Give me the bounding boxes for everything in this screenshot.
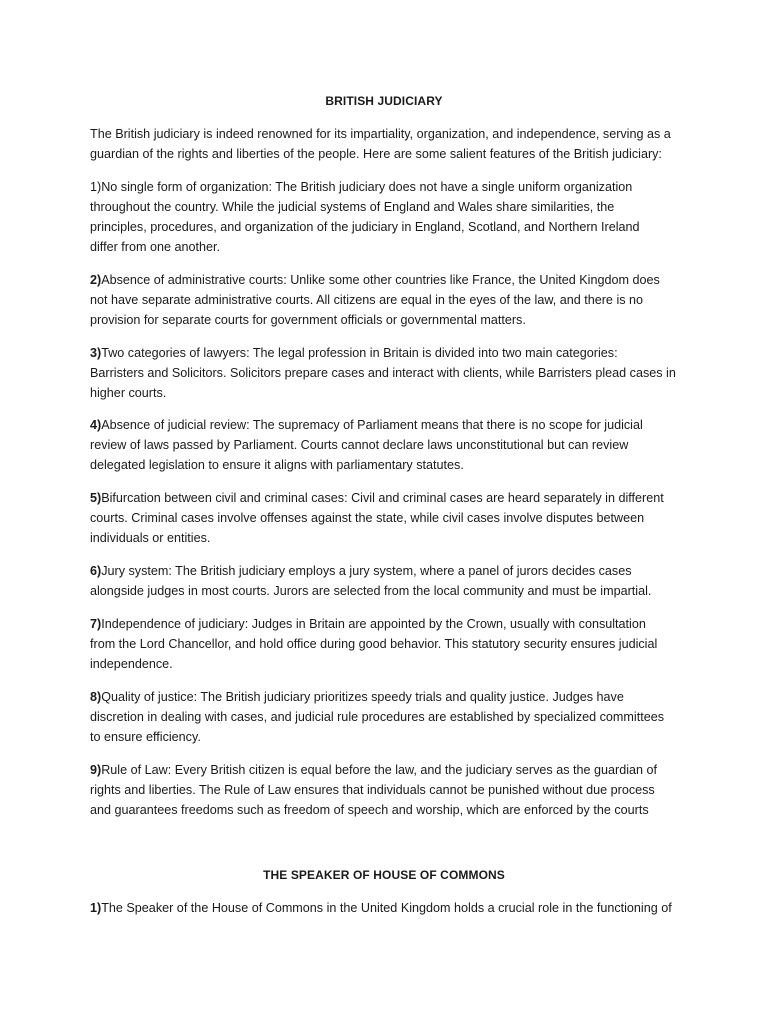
paragraph-line: higher courts. [90, 386, 167, 400]
item-number: 1) [90, 180, 102, 194]
paragraph-line: individuals or entities. [90, 531, 211, 545]
list-item-9 [90, 760, 690, 820]
item-number: 7) [90, 617, 102, 631]
paragraph-line: Bifurcation between civil and criminal cases: Civil and criminal cases are heard separately in different [101, 491, 664, 505]
item-number: 3) [90, 346, 102, 360]
paragraph-line: Barristers and Solicitors. Solicitors prepare cases and interact with clients, while Barristers plead cases in [90, 366, 676, 380]
item-number: 6) [90, 564, 102, 578]
item-number: 8) [90, 690, 102, 704]
paragraph-line: No single form of organization: The British judiciary does not have a single uniform organization [101, 180, 633, 194]
section-title-british-judiciary: BRITISH JUDICIARY [325, 94, 443, 108]
paragraph-line: Two categories of lawyers: The legal profession in Britain is divided into two main categories: [101, 346, 618, 360]
paragraph-line: not have separate administrative courts. All citizens are equal in the eyes of the law, and there is no [90, 293, 644, 307]
paragraph-line: Absence of administrative courts: Unlike some other countries like France, the United Kingdom does [101, 273, 660, 287]
paragraph-line: from the Lord Chancellor, and hold office during good behavior. This statutory security ensures judicial [90, 637, 658, 651]
item-number: 9) [90, 763, 102, 777]
paragraph-line: independence. [90, 657, 173, 671]
item-number: 5) [90, 491, 102, 505]
list-item-4 [90, 415, 690, 475]
section2-list-item-1 [90, 898, 690, 918]
list-item-1 [90, 177, 690, 257]
paragraph-line: differ from one another. [90, 240, 220, 254]
paragraph-line: rights and liberties. The Rule of Law ensures that individuals cannot be punished without due process [90, 783, 655, 797]
paragraph-line: Rule of Law: Every British citizen is equal before the law, and the judiciary serves as the guardian of [101, 763, 658, 777]
list-item-2 [90, 270, 690, 330]
paragraph-line: to ensure efficiency. [90, 730, 201, 744]
item-number: 1) [90, 901, 102, 915]
paragraph-line: The Speaker of the House of Commons in the United Kingdom holds a crucial role in the functioning of [101, 901, 672, 915]
list-item-7 [90, 614, 690, 674]
paragraph-line: Jury system: The British judiciary employs a jury system, where a panel of jurors decides cases [101, 564, 632, 578]
paragraph-line: provision for separate courts for government officials or governmental matters. [90, 313, 526, 327]
paragraph-line: throughout the country. While the judicial systems of England and Wales share similarities, the [90, 200, 615, 214]
paragraph-line: discretion in dealing with cases, and judicial rule procedures are established by specialized committees [90, 710, 665, 724]
paragraph-line: delegated legislation to ensure it aligns with parliamentary statutes. [90, 458, 464, 472]
paragraph-line: courts. Criminal cases involve offenses against the state, while civil cases involve disputes between [90, 511, 645, 525]
item-number: 4) [90, 418, 102, 432]
list-item-3 [90, 343, 690, 403]
paragraph-line: Quality of justice: The British judiciary prioritizes speedy trials and quality justice. Judges have [101, 690, 624, 704]
list-item-8 [90, 687, 690, 747]
intro-paragraph [90, 124, 690, 164]
item-number: 2) [90, 273, 102, 287]
paragraph-line: principles, procedures, and organization of the judiciary in England, Scotland, and Northern Ireland [90, 220, 640, 234]
list-item-6 [90, 561, 690, 601]
list-item-5 [90, 488, 690, 548]
paragraph-line: The British judiciary is indeed renowned for its impartiality, organization, and independence, serving as a [90, 127, 671, 141]
section-title-speaker: THE SPEAKER OF HOUSE OF COMMONS [263, 868, 505, 882]
paragraph-line: Independence of judiciary: Judges in Britain are appointed by the Crown, usually with consultation [101, 617, 646, 631]
paragraph-line: Absence of judicial review: The supremacy of Parliament means that there is no scope for judicial [101, 418, 643, 432]
paragraph-line: alongside judges in most courts. Jurors are selected from the local community and must be impartial. [90, 584, 652, 598]
paragraph-line: guardian of the rights and liberties of the people. Here are some salient features of the British judiciary: [90, 147, 662, 161]
paragraph-line: review of laws passed by Parliament. Courts cannot declare laws unconstitutional but can review [90, 438, 629, 452]
paragraph-line: and guarantees freedoms such as freedom of speech and worship, which are enforced by the courts [90, 803, 649, 817]
